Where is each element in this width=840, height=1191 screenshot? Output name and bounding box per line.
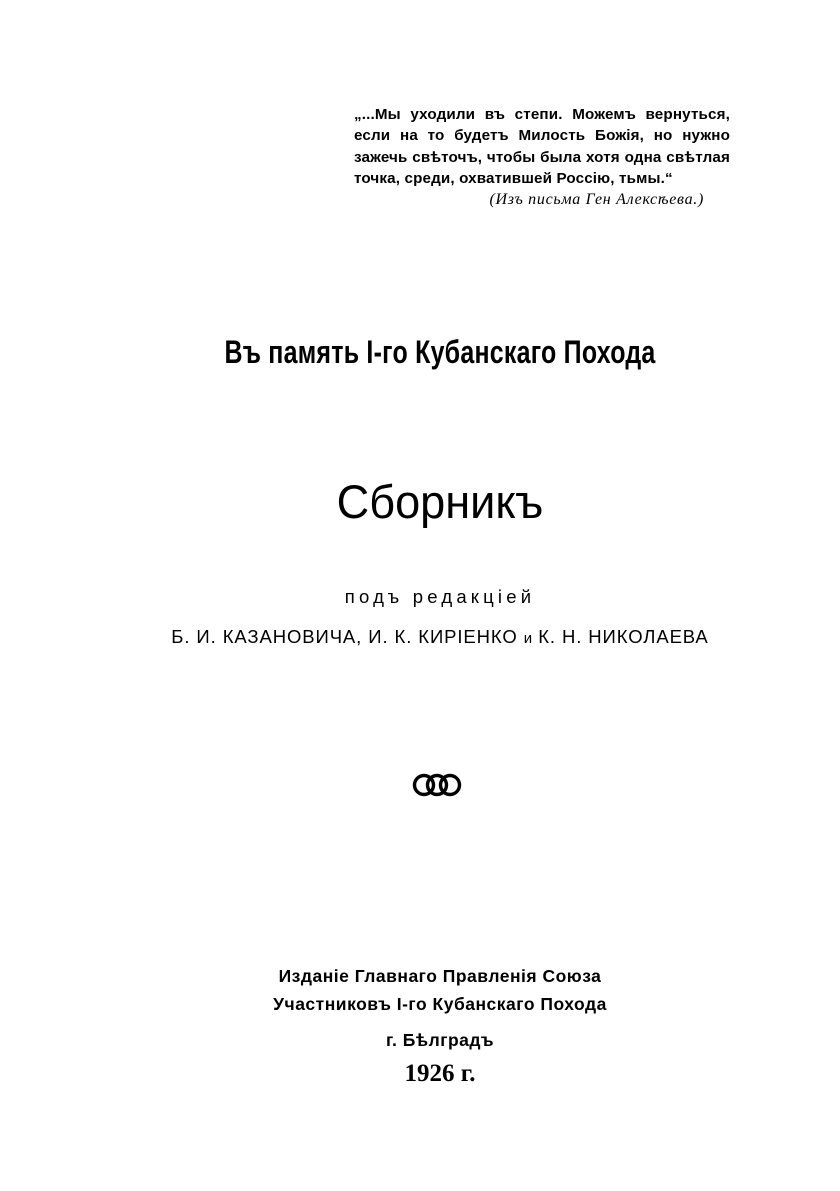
editor-intro: подъ редакціей <box>344 586 536 607</box>
publisher-line-2: Участниковъ I-го Кубанскаго Похода <box>273 994 607 1014</box>
publication-city: г. Бѣлградъ <box>385 1030 495 1050</box>
collection-title: Сборникъ <box>336 475 544 528</box>
editors-names-first: Б. И. КАЗАНОВИЧА, И. К. КИРІЕНКО <box>171 626 518 647</box>
triple-ring-ornament-icon <box>411 772 463 798</box>
editors-conjunction: и <box>523 630 533 647</box>
epigraph <box>354 104 730 209</box>
publication-year: 1926 г. <box>404 1060 476 1087</box>
publisher <box>0 962 840 1018</box>
publisher-line-1: Изданіе Главнаго Правленія Союза <box>278 966 602 986</box>
editors-line <box>0 624 840 652</box>
editors-names-last: К. Н. НИКОЛАЕВА <box>538 626 709 647</box>
page-title: Въ память I-го Кубанскаго Похода <box>224 334 656 370</box>
epigraph-text: „...Мы уходили въ степи. Можемъ вернуться, если на то будетъ Милость Божія, но нужно зажечь свѣточъ, чтобы была хотя одна свѣтлая точка, среди, охватившей Россію, тьмы.“ <box>354 106 730 187</box>
epigraph-source: (Изъ письма Ген Алексѣева.) <box>489 191 704 209</box>
